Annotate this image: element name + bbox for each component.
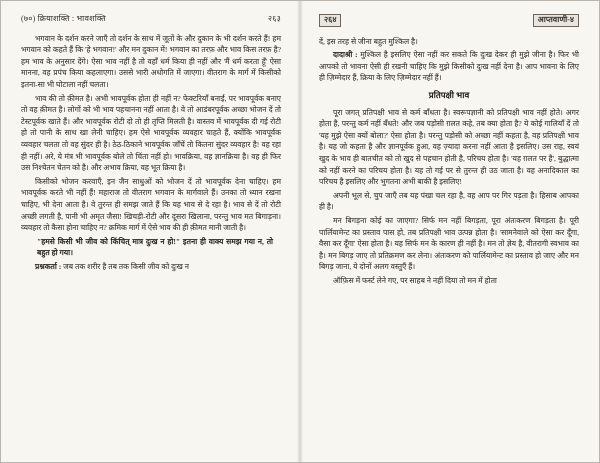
- left-page: [1, 1, 297, 462]
- paragraph: किसीको भोजन करवाएँ, इन जैन साधुओं को भोजन दें तो भावपूर्वक देना चाहिए। हम भावपूर्वक करते भी नहीं हैं! महाराज तो वीतराग भगवान के मार्गवाले हैं। उनका तो ध्यान रखना चाहिए, भी देना आता है। वे तुरन्त ही समझ जाते हैं कि यह भाव से दे रहा है। भाव से दें तो रोटी अच्छी लगती है, पानी भी अमृत जैसा! खिचड़ी-रोटी और दूसरा खिलाना, परन्तु भाव मत बिगाड़ना। व्यवहार तो कैसा होना चाहिए न? क्रमिक मार्ग में ऐसे भाव की ही क़ीमत मानी जाती है।: [21, 176, 281, 233]
- dadashri-paragraph: [319, 49, 579, 84]
- paragraph: भगवान के दर्शन करने जाएँ तो दर्शन के साथ में जूतों के और दुकान के भी दर्शन करते हैं! हम भगवान को कहते हैं कि 'हे भगवान!' और मन दुकान में! भगवान का तरफ़ और भाव किस तरफ़ है? हम भाव के अनुसार देंगे। ऐसा भाव नहीं है तो वहाँ धर्म किया ही नहीं और 'मैं धर्म करता हूँ' ऐसा मानना, वह प्रपंच किया कहलाएगा। उससे भारी अधोगति में जाएगा। वीतराग के मार्ग में किसीको इतना-सा भी घोटाला नहीं चलता।: [21, 33, 281, 89]
- right-page-header: [319, 14, 579, 27]
- paragraph: अपनी भूल से, चुप जाएँ तब यह पंखा चल रहा है, वह आप पर गिर पड़ता है। हिसाब आपका ही है।: [319, 190, 579, 212]
- quote-block: "हमसे किसी भी जीव को किंचित् मात्र दुःख न हो!" इतना ही वाक्य समझ गया न, तो बहुत हो गया।: [37, 236, 273, 258]
- questioner-paragraph: [21, 261, 281, 273]
- paragraph: पूरा जगत् प्रतिपक्षी भाव से कर्म बाँधता है। स्वरूपज्ञानी को प्रतिपक्षी भाव नहीं होते। अगर होता है, परन्तु कर्म नहीं बँधते! और जब पड़ोसी ग़लत कहे, तब क्या होता है? ये कोई गालियाँ दें तो 'यह मुझे ऐसा क्यों बोला?' ऐसा होता है। परन्तु पड़ोसी को अच्छा नहीं कहता है, वह प्रतिपक्षी भाव है। यह जो कहता है और ज्ञानपूर्वक हुआ, वह ज़्यादा करना नहीं आता है इसलिए। उस राह, स्वयं खुद के भाव ही बातचीत को तो खुद से पहचान होती है, परिचय होता है। 'यह ग़लत पर है', बुद्धात्मा को नहीं करने का परिचय होता है। यह तो गई पर से तुरन्त ही उठ जाता है। वह अनादिकाल का परिचय है इसलिए और भुगतना अभी बाकी है इसलिए!: [319, 107, 579, 187]
- left-page-header: [21, 14, 281, 24]
- questioner-text: जब तक शरीर है तब तक किसी जीव को दुःख न: [61, 261, 189, 271]
- paragraph: मन बिगड़ना कोई का जाएगा? सिर्फ मन नहीं बिगड़ता, पूरा अंतःकरण बिगड़ता है। पूरी पार्लियामेन्ट का प्रस्ताव पास हो, तब प्रतिपक्षी भाव उत्पन्न होता है। 'सामनेवाले को ऐसा कर दूँगा, वैसा कर दूँगा' ऐसा होता है। यह सिर्फ मन के कारण ही नहीं है। मन तो ज्ञेय है, वीतरागी स्वभाव का है। मन बिगड़ जाए तो प्रतिक्रमण कर लेना। अंतःकरण को पार्लियामेन्ट का प्रस्ताव हो जाए और मन बिगड़ जाना, ये दोनों अलग वस्तुएँ हैं।: [319, 215, 579, 272]
- paragraph: ऑफ़िस में फर्स्ट लेने गए, पर साहब ने नहीं दिया तो मन में होता: [333, 275, 497, 285]
- right-page-body: [319, 36, 579, 287]
- continuation-paragraph: दें, इस तरह से जीना बहुत मुश्किल है।: [319, 36, 418, 46]
- questioner-label: प्रश्नकर्ता :: [35, 261, 62, 271]
- right-page: [303, 1, 599, 462]
- right-page-number: २६४: [319, 14, 341, 27]
- dadashri-label: दादाश्री :: [333, 50, 358, 60]
- left-page-number: २६३: [267, 14, 281, 23]
- dadashri-text: मुश्किल है इसलिए ऐसा नहीं कर सकते कि दुःख देकर ही मुझे जीना है। फिर भी आपको तो भावना ऐसी ही रखनी चाहिए कि मुझे किसीको दुःख नहीं देना है। आप भावना के लिए ही ज़िम्मेदार हैं, क्रिया के लिए ज़िम्मेदार नहीं हैं।: [319, 50, 579, 83]
- book-title: आप्तवाणी-४: [533, 14, 579, 27]
- page-spread: [1, 1, 599, 462]
- paragraph: भाव की तो क़ीमत है। अभी भावपूर्वक होता ही नहीं न? फेक्टरियाँ बनाईं, पर भावपूर्वक बनाए तो वह क़ीमत है। लोगों को भी भाव पहचानना नहीं आता है। वे तो आडंबरपूर्वक अच्छा भोजन दें तो टेस्टपूर्वक खाते हैं। और भावपूर्वक रोटी दो तो ही तृप्ति मिलती है। वास्तव में भावपूर्वक दी गई रोटी हो तो पानी के साथ खा लेनी चाहिए। हम ऐसे भावपूर्वक व्यवहार चाहते हैं, क्योंकि भावपूर्वक व्यवहार चलता तो वह सुंदर ही है। ठेठ-ठिकाने भावपूर्वक जाँचें तो कितना सुंदर व्यवहार है! वह रहा ही नहीं। अरे, ये मंत्र भी भावपूर्वक बोले तो चिंता नहीं हो। भावक्रिया, वह ज्ञानक्रिया है। वह ही फिर उस निश्चेतन चेतन को है। और अभाव क्रिया, वह भूत क्रिया है।: [21, 93, 281, 173]
- section-heading: प्रतिपक्षी भाव: [428, 89, 470, 100]
- left-page-body: [21, 33, 281, 273]
- chapter-title: (७०) क्रियाशक्ति : भावशक्ति: [21, 14, 106, 23]
